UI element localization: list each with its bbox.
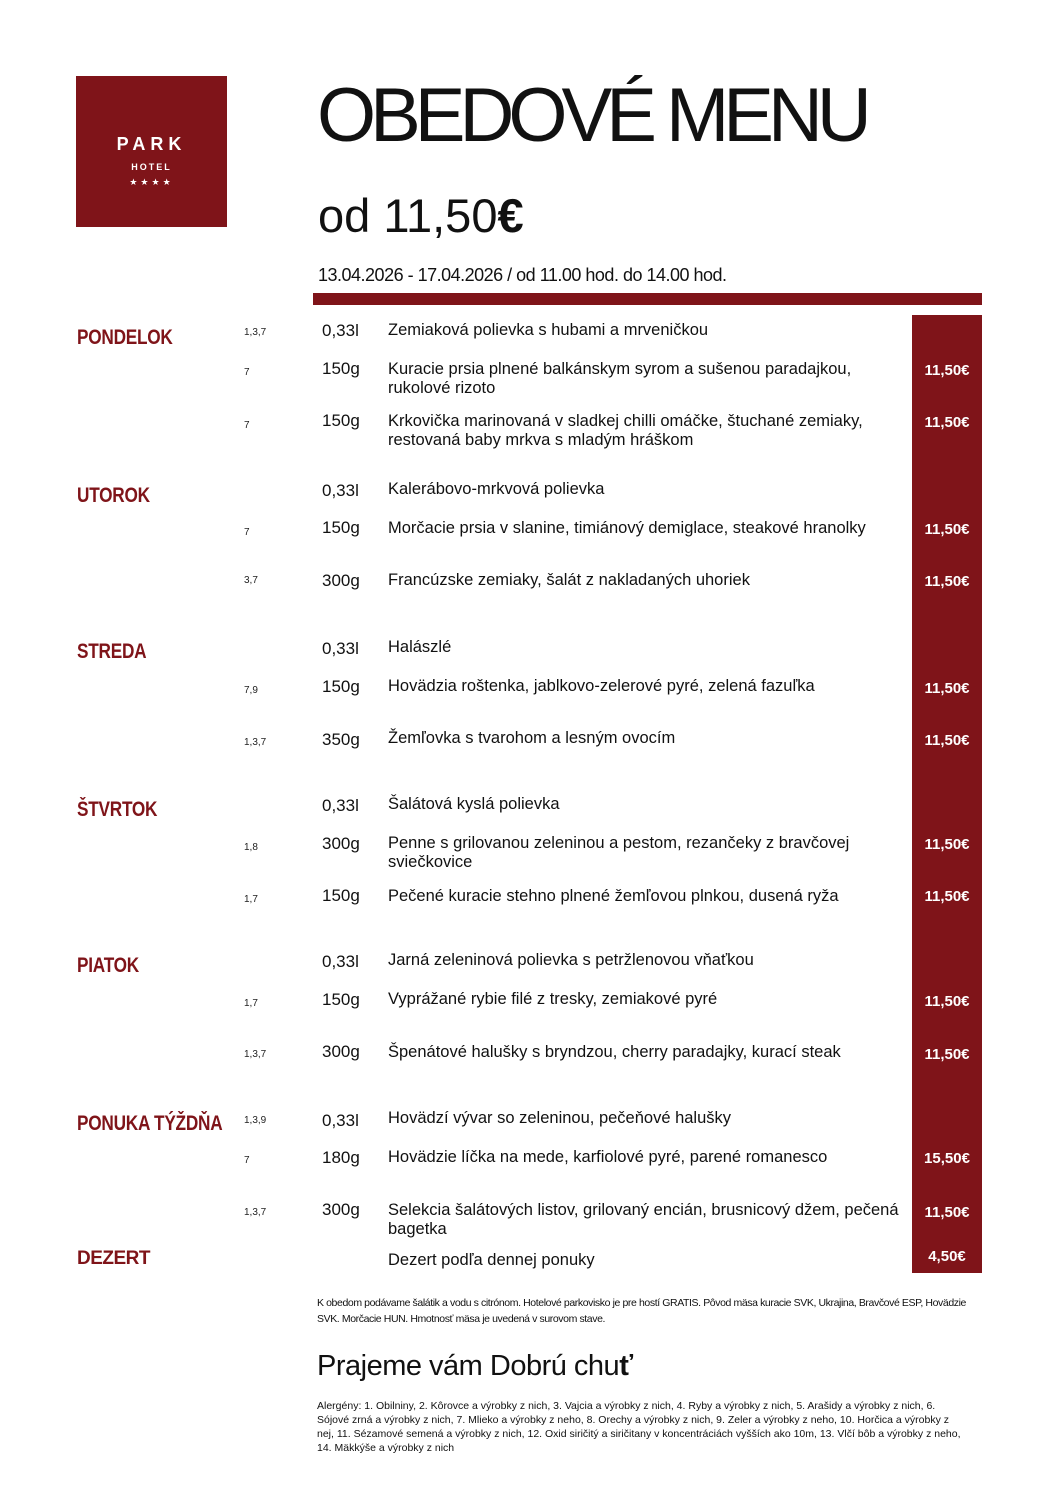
- day-dessert: DEZERT: [77, 1248, 150, 1269]
- day-thursday: ŠTVRTOK: [77, 798, 158, 821]
- dish-price: 15,50€: [924, 1150, 970, 1167]
- dish-price: 11,50€: [924, 993, 970, 1010]
- hotel-logo: [76, 76, 227, 227]
- allergen-codes: 7: [244, 420, 250, 431]
- dish-name: Kalerábovo-mrkvová polievka: [388, 480, 605, 498]
- allergen-codes: 1,7: [244, 998, 258, 1009]
- price-from-currency: €: [497, 189, 524, 242]
- portion-size: 150g: [322, 677, 360, 696]
- allergen-codes: 1,7: [244, 894, 258, 905]
- dish-price: 11,50€: [924, 888, 970, 905]
- portion-size: 150g: [322, 411, 360, 430]
- dish-name: Kuracie prsia plnené balkánskym syrom a sušenou paradajkou, rukolové rizoto: [388, 360, 852, 397]
- bon-appetit-last-letter: ť: [619, 1350, 633, 1382]
- dish-price: 11,50€: [924, 1046, 970, 1063]
- dish-name: Špenátové halušky s bryndzou, cherry paradajky, kurací steak: [388, 1043, 841, 1061]
- day-wednesday: STREDA: [77, 640, 147, 663]
- allergen-codes: 1,3,7: [244, 327, 267, 338]
- dish-name: Zemiaková polievka s hubami a mrveničkou: [388, 321, 709, 339]
- allergen-codes: 1,3,7: [244, 1049, 267, 1060]
- portion-size: 180g: [322, 1148, 360, 1167]
- allergen-codes: 7: [244, 1155, 250, 1166]
- dish-price: 11,50€: [924, 414, 970, 431]
- price-column-background: [912, 315, 982, 1273]
- portion-size: 300g: [322, 834, 360, 853]
- dish-name: Pečené kuracie stehno plnené žemľovou plnkou, dusená ryža: [388, 887, 839, 905]
- portion-size: 0,33l: [322, 481, 359, 500]
- portion-size: 150g: [322, 886, 360, 905]
- portion-size: 350g: [322, 730, 360, 749]
- dish-name: Krkovička marinovaná v sladkej chilli omáčke, štuchané zemiaky, restovaná baby mrkva s mladým hráškom: [388, 412, 863, 449]
- dish-name: Hovädzia roštenka, jablkovo-zelerové pyré, zelená fazuľka: [388, 677, 815, 695]
- dish-name: Morčacie prsia v slanine, timiánový demiglace, steakové hranolky: [388, 519, 866, 537]
- bon-appetit: [317, 1350, 633, 1383]
- dish-name: Hovädzie líčka na mede, karfiolové pyré, parené romanesco: [388, 1148, 828, 1166]
- bon-appetit-text: Prajeme vám Dobrú chu: [317, 1350, 620, 1382]
- allergen-codes: 3,7: [244, 575, 258, 586]
- day-weekly-offer: PONUKA TÝŽDŇA: [77, 1112, 223, 1135]
- portion-size: 0,33l: [322, 952, 359, 971]
- portion-size: 300g: [322, 1200, 360, 1219]
- portion-size: 300g: [322, 1042, 360, 1061]
- portion-size: 150g: [322, 990, 360, 1009]
- dish-price: 4,50€: [928, 1248, 966, 1265]
- dish-name: Selekcia šalátových listov, grilovaný encián, brusnicový džem, pečená bagetka: [388, 1201, 899, 1238]
- dish-name: Vyprážané rybie filé z tresky, zemiakové pyré: [388, 990, 718, 1008]
- dish-name: Jarná zeleninová polievka s petržlenovou vňaťkou: [388, 951, 754, 969]
- allergen-codes: 1,3,7: [244, 1207, 267, 1218]
- allergen-codes: 1,3,7: [244, 737, 267, 748]
- dish-name: Halászlé: [388, 638, 452, 656]
- portion-size: 0,33l: [322, 321, 359, 340]
- menu-dates: 13.04.2026 - 17.04.2026 / od 11.00 hod. do 14.00 hod.: [318, 265, 727, 285]
- dish-price: 11,50€: [924, 1204, 970, 1221]
- day-friday: PIATOK: [77, 954, 139, 977]
- dish-name: Dezert podľa dennej ponuky: [388, 1251, 595, 1269]
- logo-hotel: HOTEL: [131, 162, 172, 172]
- dish-name: Šalátová kyslá polievka: [388, 795, 560, 813]
- dish-name: Francúzske zemiaky, šalát z nakladaných uhoriek: [388, 571, 750, 589]
- logo-stars: ★★★★: [129, 177, 174, 187]
- dish-price: 11,50€: [924, 573, 970, 590]
- dish-price: 11,50€: [924, 732, 970, 749]
- header-divider: [313, 293, 982, 305]
- allergen-codes: 7: [244, 367, 250, 378]
- dish-price: 11,50€: [924, 521, 970, 538]
- logo-park: PARK: [116, 134, 187, 154]
- portion-size: 0,33l: [322, 796, 359, 815]
- allergen-codes: 1,3,9: [244, 1115, 267, 1126]
- dish-name: Penne s grilovanou zeleninou a pestom, rezančeky z bravčovej sviečkovice: [388, 834, 850, 871]
- dish-name: Žemľovka s tvarohom a lesným ovocím: [388, 729, 676, 747]
- allergen-codes: 7,9: [244, 685, 258, 696]
- portion-size: 0,33l: [322, 639, 359, 658]
- dish-price: 11,50€: [924, 836, 970, 853]
- allergen-codes: 1,8: [244, 842, 258, 853]
- menu-title: OBEDOVÉ MENU: [317, 73, 866, 158]
- price-from: [318, 189, 524, 242]
- dish-price: 11,50€: [924, 680, 970, 697]
- allergen-codes: 7: [244, 527, 250, 538]
- footer-note: K obedom podávame šalátik a vodu s citrónom. Hotelové parkovisko je pre hostí GRATIS. Pôvod mäsa kuracie SVK, Ukrajina, Bravčové ESP, Hovädzie SVK. Morčacie HUN. Hmotnosť mäsa je uvedená v surovom stave.: [317, 1297, 966, 1325]
- dish-name: Hovädzí vývar so zeleninou, pečeňové halušky: [388, 1109, 732, 1127]
- allergen-legend: Alergény: 1. Obilniny, 2. Kôrovce a výrobky z nich, 3. Vajcia a výrobky z nich, 4. Ryby a výrobky z nich, 5. Arašidy a výrobky z nich, 6. Sójové zrná a výrobky z nich, 7. Mlieko a výrobky z neho, 8. Orechy a výrobky z nich, 9. Zeler a výrobky z neho, 10. Horčica a výrobky z nej, 11. Sézamové semená a výrobky z nich, 12. Oxid siričitý a siričitany v koncentráciách vyšších ako 10m, 13. Vlčí bôb a výrobky z neho, 14. Mäkkýše a výrobky z nich: [317, 1400, 961, 1454]
- day-tuesday: UTOROK: [77, 484, 150, 507]
- day-monday: PONDELOK: [77, 326, 173, 349]
- portion-size: 150g: [322, 518, 360, 537]
- dish-price: 11,50€: [924, 362, 970, 379]
- price-from-amount: od 11,50: [318, 189, 498, 242]
- portion-size: 150g: [322, 359, 360, 378]
- portion-size: 300g: [322, 571, 360, 590]
- portion-size: 0,33l: [322, 1111, 359, 1130]
